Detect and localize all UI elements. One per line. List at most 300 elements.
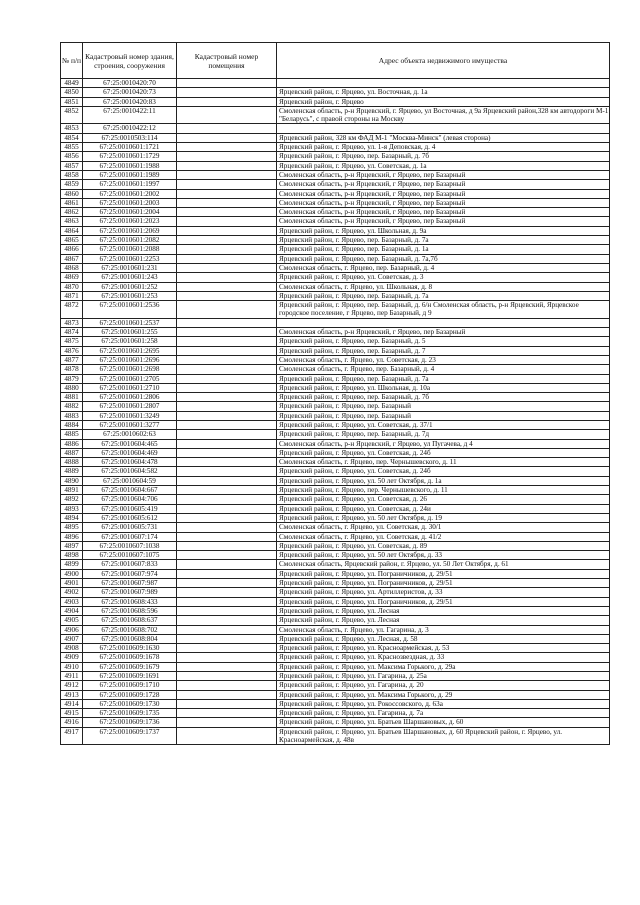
row-number: 4893 <box>61 504 83 513</box>
property-address: Ярцевский район, г. Ярцево, пер. Базарный, д. 6/н Смоленская область, р-н Ярцевский, Ярцевское городское поселение, г Ярцево, пер Базарный, д 9 <box>277 301 610 319</box>
table-row <box>61 690 610 699</box>
property-address: Смоленская область, р-н Ярцевский, г Ярцево, пер Базарный <box>277 208 610 217</box>
property-address: Ярцевский район, г. Ярцево, ул. Советская, д. 24б <box>277 448 610 457</box>
row-number: 4866 <box>61 245 83 254</box>
row-number: 4864 <box>61 226 83 235</box>
row-number: 4895 <box>61 523 83 532</box>
building-cadastral-number: 67:25:0010607:989 <box>83 588 177 597</box>
property-address: Смоленская область, г. Ярцево, ул. Советская, д. 30/1 <box>277 523 610 532</box>
building-cadastral-number: 67:25:0010601:1997 <box>83 180 177 189</box>
property-address: Ярцевский район, г. Ярцево, ул. Школьная, д. 9а <box>277 226 610 235</box>
table-row <box>61 152 610 161</box>
property-address: Смоленская область, г. Ярцево, ул. Советская, д. 23 <box>277 355 610 364</box>
row-number: 4909 <box>61 653 83 662</box>
premise-cadastral-number <box>177 198 277 207</box>
table-row <box>61 625 610 634</box>
table-row <box>61 588 610 597</box>
building-cadastral-number: 67:25:0010609:1728 <box>83 690 177 699</box>
table-row <box>61 318 610 327</box>
building-cadastral-number: 67:25:0010601:231 <box>83 263 177 272</box>
table-row <box>61 273 610 282</box>
table-row <box>61 718 610 727</box>
row-number: 4863 <box>61 217 83 226</box>
property-table <box>60 42 610 745</box>
row-number: 4913 <box>61 690 83 699</box>
table-row <box>61 189 610 198</box>
property-address: Ярцевский район, г. Ярцево, ул. Советская, д. 26 <box>277 495 610 504</box>
premise-cadastral-number <box>177 79 277 88</box>
table-row <box>61 569 610 578</box>
building-cadastral-number: 67:25:0010604:469 <box>83 448 177 457</box>
premise-cadastral-number <box>177 106 277 124</box>
premise-cadastral-number <box>177 374 277 383</box>
premise-cadastral-number <box>177 523 277 532</box>
table-row <box>61 579 610 588</box>
premise-cadastral-number <box>177 588 277 597</box>
premise-cadastral-number <box>177 383 277 392</box>
table-row <box>61 504 610 513</box>
row-number: 4910 <box>61 662 83 671</box>
row-number: 4890 <box>61 476 83 485</box>
row-number: 4917 <box>61 727 83 745</box>
row-number: 4908 <box>61 644 83 653</box>
building-cadastral-number: 67:25:0010607:987 <box>83 579 177 588</box>
premise-cadastral-number <box>177 245 277 254</box>
building-cadastral-number: 67:25:0010601:258 <box>83 337 177 346</box>
building-cadastral-number: 67:25:0010605:731 <box>83 523 177 532</box>
building-cadastral-number: 67:25:0010607:1075 <box>83 551 177 560</box>
row-number: 4852 <box>61 106 83 124</box>
table-row <box>61 282 610 291</box>
row-number: 4881 <box>61 393 83 402</box>
property-address <box>277 124 610 133</box>
premise-cadastral-number <box>177 551 277 560</box>
table-row <box>61 672 610 681</box>
row-number: 4899 <box>61 560 83 569</box>
row-number: 4875 <box>61 337 83 346</box>
row-number: 4855 <box>61 143 83 152</box>
premise-cadastral-number <box>177 411 277 420</box>
table-row <box>61 337 610 346</box>
premise-cadastral-number <box>177 346 277 355</box>
property-address: Ярцевский район, г. Ярцево, ул. Советская, д. 37/1 <box>277 420 610 429</box>
premise-cadastral-number <box>177 467 277 476</box>
row-number: 4858 <box>61 170 83 179</box>
table-row <box>61 143 610 152</box>
row-number: 4887 <box>61 448 83 457</box>
property-address: Ярцевский район, г. Ярцево, ул. 50 лет Октября, д. 19 <box>277 513 610 522</box>
property-address: Смоленская область, Ярцевский район, г. Ярцево, ул. 50 Лет Октября, д. 61 <box>277 560 610 569</box>
building-cadastral-number: 67:25:0010607:1038 <box>83 541 177 550</box>
property-address: Ярцевский район, г. Ярцево, пер. Базарный, д. 7б <box>277 393 610 402</box>
building-cadastral-number: 67:25:0010601:253 <box>83 291 177 300</box>
building-cadastral-number: 67:25:0010604:478 <box>83 458 177 467</box>
building-cadastral-number: 67:25:0010608:702 <box>83 625 177 634</box>
premise-cadastral-number <box>177 170 277 179</box>
premise-cadastral-number <box>177 328 277 337</box>
row-number: 4901 <box>61 579 83 588</box>
property-address: Ярцевский район, г. Ярцево <box>277 97 610 106</box>
row-number: 4882 <box>61 402 83 411</box>
table-row <box>61 402 610 411</box>
premise-cadastral-number <box>177 597 277 606</box>
table-row <box>61 88 610 97</box>
row-number: 4856 <box>61 152 83 161</box>
table-row <box>61 217 610 226</box>
row-number: 4861 <box>61 198 83 207</box>
table-row <box>61 106 610 124</box>
premise-cadastral-number <box>177 161 277 170</box>
premise-cadastral-number <box>177 355 277 364</box>
row-number: 4898 <box>61 551 83 560</box>
premise-cadastral-number <box>177 625 277 634</box>
premise-cadastral-number <box>177 254 277 263</box>
row-number: 4885 <box>61 430 83 439</box>
table-row <box>61 476 610 485</box>
property-address: Ярцевский район, г. Ярцево, ул. Пограничников, д. 29/51 <box>277 569 610 578</box>
building-cadastral-number: 67:25:0010601:2023 <box>83 217 177 226</box>
table-row <box>61 383 610 392</box>
building-cadastral-number: 67:25:0010608:804 <box>83 634 177 643</box>
row-number: 4868 <box>61 263 83 272</box>
row-number: 4915 <box>61 709 83 718</box>
premise-cadastral-number <box>177 439 277 448</box>
building-cadastral-number: 67:25:0010601:252 <box>83 282 177 291</box>
building-cadastral-number: 67:25:0010609:1735 <box>83 709 177 718</box>
table-row <box>61 616 610 625</box>
building-cadastral-number: 67:25:0010601:2807 <box>83 402 177 411</box>
premise-cadastral-number <box>177 152 277 161</box>
building-cadastral-number: 67:25:0010609:1710 <box>83 681 177 690</box>
header-building-cadastral: Кадастровый номер здания, строения, сооружения <box>83 43 177 79</box>
building-cadastral-number: 67:25:0010604:582 <box>83 467 177 476</box>
property-address: Ярцевский район, г. Ярцево, ул. Гагарина, д. 25а <box>277 672 610 681</box>
row-number: 4891 <box>61 486 83 495</box>
table-row <box>61 374 610 383</box>
property-address: Смоленская область, р-н Ярцевский, г Ярцево, пер Базарный <box>277 328 610 337</box>
building-cadastral-number: 67:25:0010601:2069 <box>83 226 177 235</box>
property-address: Ярцевский район, г. Ярцево, пер. Базарный, д. 7а <box>277 236 610 245</box>
premise-cadastral-number <box>177 273 277 282</box>
property-address: Ярцевский район, г. Ярцево, ул. Советская, д. 3 <box>277 273 610 282</box>
row-number: 4904 <box>61 606 83 615</box>
row-number: 4877 <box>61 355 83 364</box>
property-address: Ярцевский район, г. Ярцево, ул. Красноармейская, д. 53 <box>277 644 610 653</box>
row-number: 4874 <box>61 328 83 337</box>
property-address: Смоленская область, р-н Ярцевский, г Ярцево, пер Базарный <box>277 170 610 179</box>
premise-cadastral-number <box>177 569 277 578</box>
property-address: Ярцевский район, г. Ярцево, ул. Пограничников, д. 29/51 <box>277 579 610 588</box>
row-number: 4889 <box>61 467 83 476</box>
premise-cadastral-number <box>177 318 277 327</box>
building-cadastral-number: 67:25:0010601:2806 <box>83 393 177 402</box>
table-row <box>61 523 610 532</box>
premise-cadastral-number <box>177 180 277 189</box>
premise-cadastral-number <box>177 476 277 485</box>
row-number: 4884 <box>61 420 83 429</box>
building-cadastral-number: 67:25:0010601:2004 <box>83 208 177 217</box>
table-row <box>61 208 610 217</box>
building-cadastral-number: 67:25:0010601:2253 <box>83 254 177 263</box>
building-cadastral-number: 67:25:0010609:1678 <box>83 653 177 662</box>
building-cadastral-number: 67:25:0010420:83 <box>83 97 177 106</box>
premise-cadastral-number <box>177 430 277 439</box>
property-address: Смоленская область, г. Ярцево, пер. Базарный, д. 4 <box>277 365 610 374</box>
row-number: 4912 <box>61 681 83 690</box>
table-row <box>61 245 610 254</box>
property-address: Ярцевский район, г. Ярцево, ул. Гагарина, д. 20 <box>277 681 610 690</box>
property-address: Ярцевский район, г. Ярцево, пер. Базарный, д. 7д <box>277 430 610 439</box>
table-row <box>61 467 610 476</box>
row-number: 4862 <box>61 208 83 217</box>
property-address: Ярцевский район, г. Ярцево, ул. Артиллеристов, д. 33 <box>277 588 610 597</box>
building-cadastral-number: 67:25:0010422:11 <box>83 106 177 124</box>
premise-cadastral-number <box>177 690 277 699</box>
premise-cadastral-number <box>177 513 277 522</box>
building-cadastral-number: 67:25:0010601:3249 <box>83 411 177 420</box>
row-number: 4916 <box>61 718 83 727</box>
building-cadastral-number: 67:25:0010420:70 <box>83 79 177 88</box>
building-cadastral-number: 67:25:0010601:2088 <box>83 245 177 254</box>
property-address: Ярцевский район, г. Ярцево, пер. Базарный, д. 7а,7б <box>277 254 610 263</box>
building-cadastral-number: 67:25:0010608:596 <box>83 606 177 615</box>
property-address: Ярцевский район, г. Ярцево, пер. Базарный, д. 7б <box>277 152 610 161</box>
table-row <box>61 727 610 745</box>
row-number: 4903 <box>61 597 83 606</box>
premise-cadastral-number <box>177 662 277 671</box>
row-number: 4873 <box>61 318 83 327</box>
property-address: Ярцевский район, г. Ярцево, ул. Советская, д. 24и <box>277 504 610 513</box>
property-address: Смоленская область, г. Ярцево, ул. Школьная, д. 8 <box>277 282 610 291</box>
property-address: Смоленская область, р-н Ярцевский, г Ярцево, пер Базарный <box>277 198 610 207</box>
premise-cadastral-number <box>177 541 277 550</box>
table-row <box>61 236 610 245</box>
premise-cadastral-number <box>177 606 277 615</box>
table-row <box>61 263 610 272</box>
table-row <box>61 226 610 235</box>
premise-cadastral-number <box>177 124 277 133</box>
property-address: Смоленская область, р-н Ярцевский, г Ярцево, пер Базарный <box>277 217 610 226</box>
row-number: 4900 <box>61 569 83 578</box>
table-row <box>61 634 610 643</box>
table-row <box>61 495 610 504</box>
property-address: Смоленская область, р-н Ярцевский, г Ярцево, пер Базарный <box>277 189 610 198</box>
property-address: Ярцевский район, г. Ярцево, ул. Советская, д. 89 <box>277 541 610 550</box>
row-number: 4883 <box>61 411 83 420</box>
building-cadastral-number: 67:25:0010601:2536 <box>83 301 177 319</box>
premise-cadastral-number <box>177 448 277 457</box>
building-cadastral-number: 67:25:0010601:1989 <box>83 170 177 179</box>
premise-cadastral-number <box>177 393 277 402</box>
property-address: Ярцевский район, г. Ярцево, ул. Максима Горького, д. 29 <box>277 690 610 699</box>
row-number: 4886 <box>61 439 83 448</box>
building-cadastral-number: 67:25:0010601:255 <box>83 328 177 337</box>
building-cadastral-number: 67:25:0010601:2698 <box>83 365 177 374</box>
premise-cadastral-number <box>177 236 277 245</box>
row-number: 4876 <box>61 346 83 355</box>
property-address: Ярцевский район, г. Ярцево, пер. Базарный <box>277 402 610 411</box>
table-row <box>61 439 610 448</box>
premise-cadastral-number <box>177 532 277 541</box>
header-address: Адрес объекта недвижимого имущества <box>277 43 610 79</box>
premise-cadastral-number <box>177 365 277 374</box>
table-row <box>61 458 610 467</box>
table-row <box>61 180 610 189</box>
table-row <box>61 198 610 207</box>
table-row <box>61 420 610 429</box>
property-address: Смоленская область, р-н Ярцевский, г Ярцево, пер Базарный <box>277 180 610 189</box>
property-address: Ярцевский район, г. Ярцево, ул. 1-я Деповская, д. 4 <box>277 143 610 152</box>
building-cadastral-number: 67:25:0010604:59 <box>83 476 177 485</box>
property-address: Ярцевский район, г. Ярцево, ул. Гагарина, д. 7а <box>277 709 610 718</box>
building-cadastral-number: 67:25:0010607:174 <box>83 532 177 541</box>
table-body <box>61 79 610 745</box>
row-number: 4879 <box>61 374 83 383</box>
building-cadastral-number: 67:25:0010601:2695 <box>83 346 177 355</box>
premise-cadastral-number <box>177 226 277 235</box>
table-header <box>61 43 610 79</box>
premise-cadastral-number <box>177 337 277 346</box>
building-cadastral-number: 67:25:0010608:637 <box>83 616 177 625</box>
row-number: 4905 <box>61 616 83 625</box>
premise-cadastral-number <box>177 727 277 745</box>
row-number: 4911 <box>61 672 83 681</box>
row-number: 4880 <box>61 383 83 392</box>
premise-cadastral-number <box>177 133 277 142</box>
table-row <box>61 161 610 170</box>
header-premise-cadastral: Кадастровый номер помещения <box>177 43 277 79</box>
property-address: Ярцевский район, г. Ярцево, ул. Лесная <box>277 606 610 615</box>
premise-cadastral-number <box>177 644 277 653</box>
premise-cadastral-number <box>177 653 277 662</box>
building-cadastral-number: 67:25:0010601:1988 <box>83 161 177 170</box>
table-row <box>61 486 610 495</box>
property-address: Ярцевский район, г. Ярцево, ул. Советская, д. 24б <box>277 467 610 476</box>
property-address: Ярцевский район, г. Ярцево, пер. Базарный <box>277 411 610 420</box>
property-address: Ярцевский район, г. Ярцево, пер. Базарный, д. 1а <box>277 245 610 254</box>
building-cadastral-number: 67:25:0010601:2696 <box>83 355 177 364</box>
table-row <box>61 653 610 662</box>
table-row <box>61 79 610 88</box>
building-cadastral-number: 67:25:0010503:114 <box>83 133 177 142</box>
building-cadastral-number: 67:25:0010609:1730 <box>83 699 177 708</box>
building-cadastral-number: 67:25:0010608:433 <box>83 597 177 606</box>
table-row <box>61 644 610 653</box>
premise-cadastral-number <box>177 634 277 643</box>
building-cadastral-number: 67:25:0010609:1736 <box>83 718 177 727</box>
building-cadastral-number: 67:25:0010609:1737 <box>83 727 177 745</box>
row-number: 4850 <box>61 88 83 97</box>
building-cadastral-number: 67:25:0010609:1630 <box>83 644 177 653</box>
property-address: Ярцевский район, г. Ярцево, ул. Максима Горького, д. 29а <box>277 662 610 671</box>
building-cadastral-number: 67:25:0010609:1691 <box>83 672 177 681</box>
premise-cadastral-number <box>177 709 277 718</box>
property-address: Ярцевский район, г. Ярцево, пер. Чернышевского, д. 11 <box>277 486 610 495</box>
row-number: 4857 <box>61 161 83 170</box>
premise-cadastral-number <box>177 579 277 588</box>
table-row <box>61 551 610 560</box>
property-address: Ярцевский район, г. Ярцево, ул. Братьев Шаршановых, д. 60 Ярцевский район, г. Ярцево, ул. Красноармейская, д. 48в <box>277 727 610 745</box>
table-row <box>61 133 610 142</box>
property-address: Ярцевский район, г. Ярцево, ул. Пограничников, д. 29/51 <box>277 597 610 606</box>
premise-cadastral-number <box>177 263 277 272</box>
property-address: Ярцевский район, г. Ярцево, пер. Базарный, д. 7а <box>277 374 610 383</box>
premise-cadastral-number <box>177 282 277 291</box>
building-cadastral-number: 67:25:0010601:1729 <box>83 152 177 161</box>
premise-cadastral-number <box>177 616 277 625</box>
property-address: Ярцевский район, г. Ярцево, ул. Лесная <box>277 616 610 625</box>
building-cadastral-number: 67:25:0010605:419 <box>83 504 177 513</box>
premise-cadastral-number <box>177 718 277 727</box>
row-number: 4849 <box>61 79 83 88</box>
property-address: Ярцевский район, г. Ярцево, ул. Рокоссовского, д. 63а <box>277 699 610 708</box>
table-row <box>61 681 610 690</box>
row-number: 4867 <box>61 254 83 263</box>
row-number: 4896 <box>61 532 83 541</box>
premise-cadastral-number <box>177 486 277 495</box>
premise-cadastral-number <box>177 402 277 411</box>
property-address: Смоленская область, р-н Ярцевский, г. Ярцево, ул Восточная, д 9а Ярцевский район,328 км автодороги М-1 "Беларусь", с правой стороны на Москву <box>277 106 610 124</box>
building-cadastral-number: 67:25:0010604:706 <box>83 495 177 504</box>
document-page <box>60 42 609 745</box>
table-row <box>61 606 610 615</box>
property-address: Ярцевский район, г. Ярцево, ул. 50 лет Октября, д. 33 <box>277 551 610 560</box>
row-number: 4853 <box>61 124 83 133</box>
property-address: Смоленская область, г. Ярцево, пер. Чернышевского, д. 11 <box>277 458 610 467</box>
property-address <box>277 79 610 88</box>
premise-cadastral-number <box>177 681 277 690</box>
table-row <box>61 709 610 718</box>
table-row <box>61 365 610 374</box>
building-cadastral-number: 67:25:0010601:2082 <box>83 236 177 245</box>
property-address: Ярцевский район, г. Ярцево, ул. Восточная, д. 1а <box>277 88 610 97</box>
row-number: 4892 <box>61 495 83 504</box>
premise-cadastral-number <box>177 420 277 429</box>
row-number: 4860 <box>61 189 83 198</box>
row-number: 4851 <box>61 97 83 106</box>
row-number: 4906 <box>61 625 83 634</box>
row-number: 4869 <box>61 273 83 282</box>
table-row <box>61 513 610 522</box>
table-row <box>61 448 610 457</box>
premise-cadastral-number <box>177 699 277 708</box>
table-row <box>61 291 610 300</box>
row-number: 4907 <box>61 634 83 643</box>
row-number: 4872 <box>61 301 83 319</box>
property-address: Ярцевский район, г. Ярцево, ул. Лесная, д. 58 <box>277 634 610 643</box>
table-row <box>61 662 610 671</box>
premise-cadastral-number <box>177 143 277 152</box>
row-number: 4894 <box>61 513 83 522</box>
header-number: № п/п <box>61 43 83 79</box>
table-row <box>61 393 610 402</box>
premise-cadastral-number <box>177 217 277 226</box>
building-cadastral-number: 67:25:0010604:667 <box>83 486 177 495</box>
building-cadastral-number: 67:25:0010601:3277 <box>83 420 177 429</box>
table-row <box>61 346 610 355</box>
building-cadastral-number: 67:25:0010601:243 <box>83 273 177 282</box>
property-address <box>277 318 610 327</box>
row-number: 4870 <box>61 282 83 291</box>
table-row <box>61 301 610 319</box>
premise-cadastral-number <box>177 189 277 198</box>
premise-cadastral-number <box>177 301 277 319</box>
table-row <box>61 254 610 263</box>
building-cadastral-number: 67:25:0010607:833 <box>83 560 177 569</box>
building-cadastral-number: 67:25:0010604:465 <box>83 439 177 448</box>
row-number: 4871 <box>61 291 83 300</box>
property-address: Ярцевский район, г. Ярцево, ул. Братьев Шаршановых, д. 60 <box>277 718 610 727</box>
